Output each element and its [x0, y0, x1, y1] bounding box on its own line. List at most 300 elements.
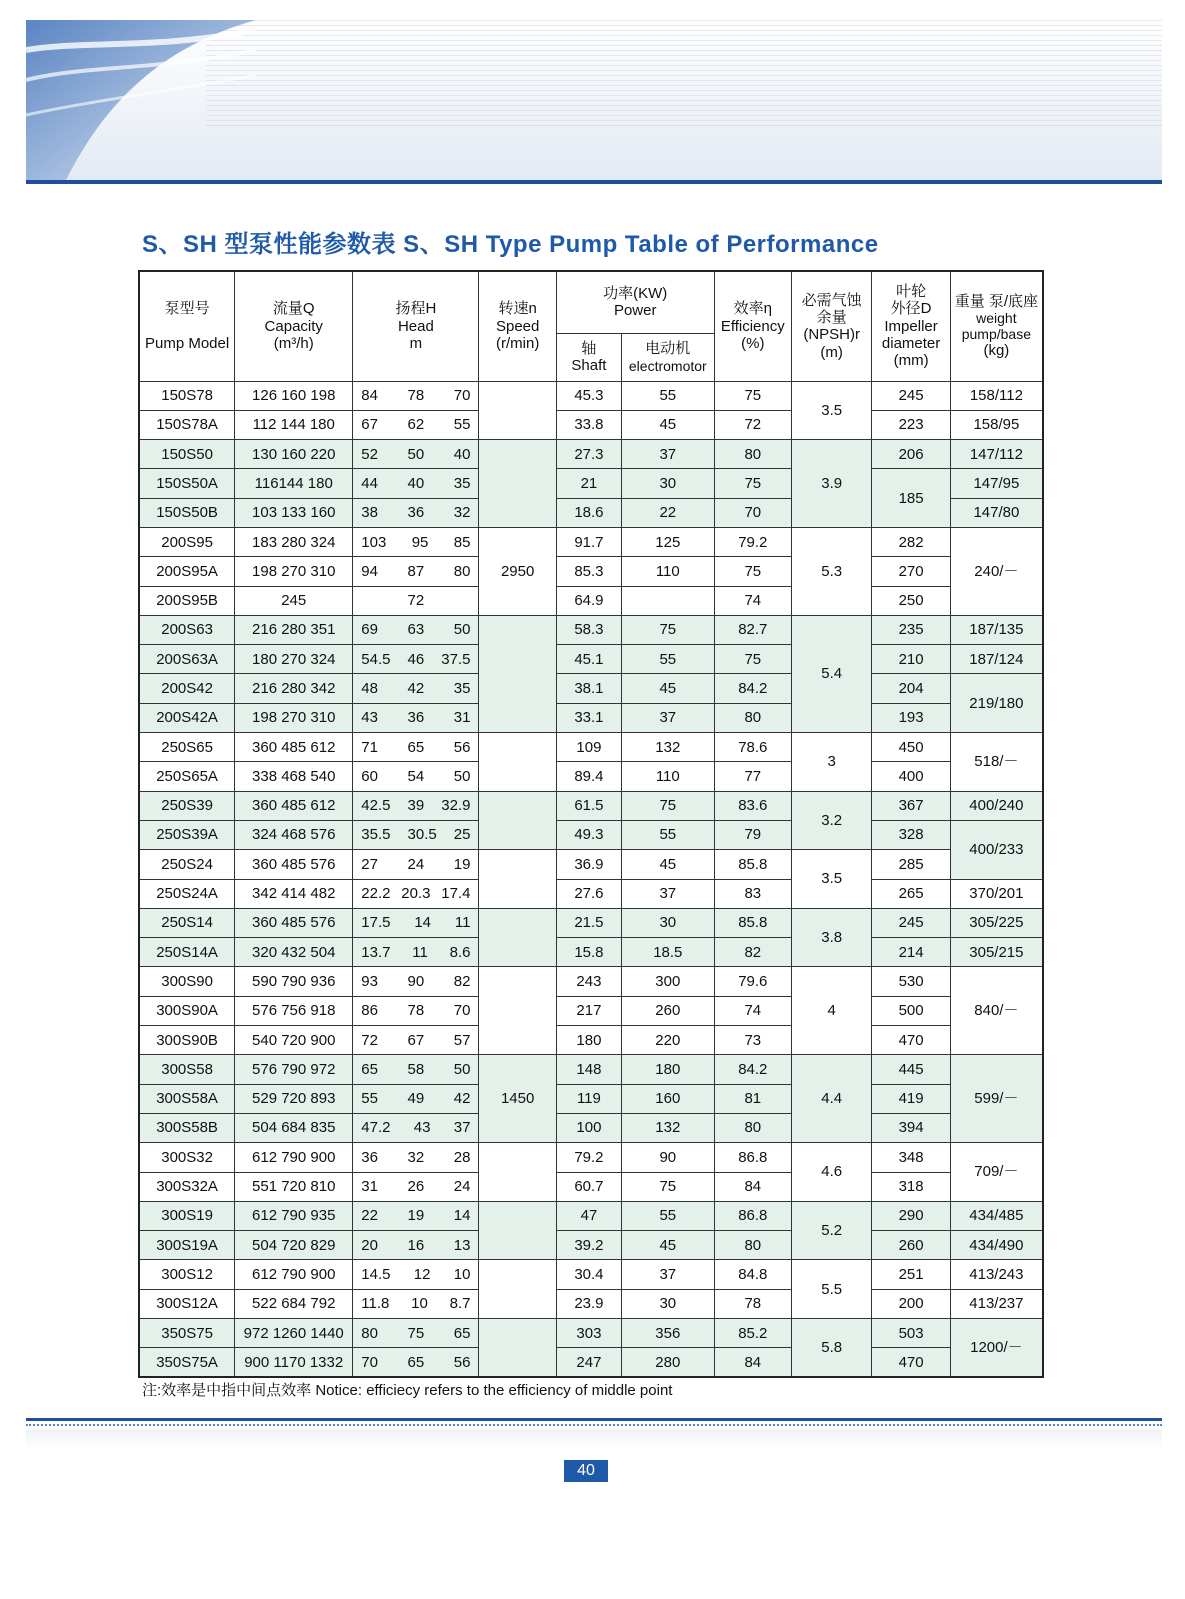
cell-head [353, 1026, 479, 1055]
cell-impeller: 503 [872, 1319, 950, 1348]
cell-motor: 55 [621, 820, 714, 849]
cell-capacity: 116144 180 [235, 469, 353, 498]
cell-weight: 709/－ [950, 1143, 1043, 1202]
cell-motor: 160 [621, 1084, 714, 1113]
cell-motor: 220 [621, 1026, 714, 1055]
cell-head [353, 733, 479, 762]
cell-weight: 187/124 [950, 645, 1043, 674]
table-row [139, 586, 1043, 615]
head-value: 20 [361, 1236, 378, 1254]
cell-efficiency: 84 [714, 1172, 791, 1201]
cell-model: 250S24 [139, 850, 235, 879]
table-row [139, 1348, 1043, 1377]
cell-capacity: 360 485 576 [235, 908, 353, 937]
cell-motor: 110 [621, 557, 714, 586]
cell-capacity: 112 144 180 [235, 410, 353, 439]
cell-capacity: 360 485 612 [235, 733, 353, 762]
cell-motor: 180 [621, 1055, 714, 1084]
cell-head [353, 1113, 479, 1142]
cell-efficiency: 74 [714, 586, 791, 615]
col-model: 泵型号 Pump Model [139, 271, 235, 381]
head-value: 55 [361, 1090, 378, 1108]
head-value: 56 [453, 738, 471, 756]
head-value: 32 [407, 1148, 425, 1166]
head-value: 24 [407, 855, 425, 873]
cell-shaft: 15.8 [556, 938, 621, 967]
head-value: 48 [361, 679, 378, 697]
cell-speed [479, 440, 556, 528]
head-value: 35 [453, 679, 471, 697]
cell-impeller: 235 [872, 615, 950, 644]
head-value: 84 [361, 387, 378, 405]
cell-impeller: 250 [872, 586, 950, 615]
head-value: 69 [361, 621, 378, 639]
head-value: 95 [411, 533, 429, 551]
cell-efficiency: 79.2 [714, 527, 791, 556]
head-value: 35 [453, 474, 471, 492]
cell-efficiency: 72 [714, 410, 791, 439]
cell-efficiency: 82 [714, 938, 791, 967]
head-value: 42 [453, 1090, 471, 1108]
cell-npsh: 5.8 [791, 1319, 871, 1378]
cell-motor: 30 [621, 1289, 714, 1318]
table-row [139, 967, 1043, 996]
cell-speed [479, 1260, 556, 1319]
head-value: 40 [407, 474, 425, 492]
cell-capacity: 324 468 576 [235, 820, 353, 849]
head-value: 87 [407, 562, 425, 580]
head-value: 93 [361, 972, 378, 990]
cell-efficiency: 84.2 [714, 1055, 791, 1084]
cell-shaft: 247 [556, 1348, 621, 1377]
head-value: 17.4 [441, 885, 471, 903]
cell-capacity: 529 720 893 [235, 1084, 353, 1113]
head-value: 54.5 [361, 650, 391, 668]
col-impeller: 叶轮 外径D Impeller diameter (mm) [872, 271, 950, 381]
cell-shaft: 100 [556, 1113, 621, 1142]
cell-shaft: 18.6 [556, 498, 621, 527]
cell-efficiency: 79.6 [714, 967, 791, 996]
cell-capacity: 551 720 810 [235, 1172, 353, 1201]
cell-speed [479, 791, 556, 850]
cell-impeller: 200 [872, 1289, 950, 1318]
cell-model: 300S90B [139, 1026, 235, 1055]
head-value: 78 [407, 387, 425, 405]
cell-capacity: 320 432 504 [235, 938, 353, 967]
head-value: 42 [407, 679, 425, 697]
cell-capacity: 576 756 918 [235, 996, 353, 1025]
cell-efficiency: 85.8 [714, 850, 791, 879]
cell-npsh: 5.3 [791, 527, 871, 615]
cell-shaft: 148 [556, 1055, 621, 1084]
head-value: 50 [453, 621, 471, 639]
table-row [139, 791, 1043, 820]
cell-model: 200S95 [139, 527, 235, 556]
cell-model: 300S19 [139, 1201, 235, 1230]
page-title: S、SH 型泵性能参数表 S、SH Type Pump Table of Performance [142, 231, 879, 258]
cell-motor: 37 [621, 703, 714, 732]
cell-efficiency: 73 [714, 1026, 791, 1055]
cell-impeller: 204 [872, 674, 950, 703]
cell-efficiency: 82.7 [714, 615, 791, 644]
cell-head [353, 791, 479, 820]
cell-speed: 1450 [479, 1055, 556, 1143]
table-row [139, 674, 1043, 703]
cell-capacity: 612 790 900 [235, 1260, 353, 1289]
cell-efficiency: 74 [714, 996, 791, 1025]
cell-head [353, 908, 479, 937]
table-row [139, 908, 1043, 937]
cell-capacity: 198 270 310 [235, 703, 353, 732]
cell-capacity: 180 270 324 [235, 645, 353, 674]
cell-head [353, 469, 479, 498]
cell-motor: 45 [621, 850, 714, 879]
page-number: 40 [564, 1460, 608, 1482]
cell-impeller: 530 [872, 967, 950, 996]
footer-dotted-rule [26, 1424, 1162, 1426]
head-value: 16 [407, 1236, 425, 1254]
cell-speed [479, 1201, 556, 1260]
cell-capacity: 360 485 576 [235, 850, 353, 879]
cell-model: 200S63 [139, 615, 235, 644]
cell-head [353, 615, 479, 644]
table-row [139, 527, 1043, 556]
cell-weight: 400/233 [950, 820, 1043, 879]
cell-shaft: 38.1 [556, 674, 621, 703]
head-value: 31 [453, 709, 471, 727]
cell-speed [479, 615, 556, 732]
col-capacity: 流量Q Capacity (m³/h) [235, 271, 353, 381]
cell-capacity: 342 414 482 [235, 879, 353, 908]
head-value: 30.5 [407, 826, 437, 844]
head-value: 13 [453, 1236, 471, 1254]
cell-motor: 37 [621, 879, 714, 908]
table-row [139, 703, 1043, 732]
cell-weight: 147/95 [950, 469, 1043, 498]
cell-weight: 147/112 [950, 440, 1043, 469]
cell-head [353, 1084, 479, 1113]
cell-shaft: 21.5 [556, 908, 621, 937]
table-row [139, 762, 1043, 791]
table-row [139, 1201, 1043, 1230]
cell-shaft: 109 [556, 733, 621, 762]
cell-head: 72 [353, 586, 479, 615]
cell-npsh: 5.5 [791, 1260, 871, 1319]
head-value: 14.5 [361, 1265, 391, 1283]
cell-impeller: 400 [872, 762, 950, 791]
table-row [139, 410, 1043, 439]
cell-shaft: 60.7 [556, 1172, 621, 1201]
head-value: 8.7 [449, 1295, 471, 1313]
cell-efficiency: 85.8 [714, 908, 791, 937]
cell-impeller: 318 [872, 1172, 950, 1201]
cell-model: 300S90 [139, 967, 235, 996]
cell-head [353, 1143, 479, 1172]
cell-capacity: 900 1170 1332 [235, 1348, 353, 1377]
head-value: 80 [361, 1324, 378, 1342]
head-value: 58 [407, 1060, 425, 1078]
cell-motor: 75 [621, 1172, 714, 1201]
cell-motor: 37 [621, 440, 714, 469]
cell-capacity: 612 790 935 [235, 1201, 353, 1230]
cell-head [353, 674, 479, 703]
cell-head [353, 850, 479, 879]
cell-efficiency: 75 [714, 469, 791, 498]
cell-head [353, 996, 479, 1025]
cell-npsh: 4.4 [791, 1055, 871, 1143]
cell-shaft: 36.9 [556, 850, 621, 879]
col-motor: 电动机 electromotor [621, 333, 714, 381]
cell-capacity: 130 160 220 [235, 440, 353, 469]
head-value: 14 [453, 1207, 471, 1225]
cell-impeller: 245 [872, 381, 950, 410]
head-value: 52 [361, 445, 378, 463]
head-value: 55 [453, 416, 471, 434]
cell-impeller: 285 [872, 850, 950, 879]
cell-efficiency: 77 [714, 762, 791, 791]
cell-model: 300S58B [139, 1113, 235, 1142]
table-row [139, 1172, 1043, 1201]
cell-model: 200S95B [139, 586, 235, 615]
cell-efficiency: 70 [714, 498, 791, 527]
table-row [139, 996, 1043, 1025]
head-value: 94 [361, 562, 378, 580]
table-row [139, 733, 1043, 762]
cell-motor: 110 [621, 762, 714, 791]
cell-capacity: 183 280 324 [235, 527, 353, 556]
cell-head [353, 1231, 479, 1260]
cell-speed [479, 850, 556, 909]
cell-impeller: 419 [872, 1084, 950, 1113]
cell-efficiency: 83 [714, 879, 791, 908]
cell-shaft: 27.3 [556, 440, 621, 469]
cell-impeller: 251 [872, 1260, 950, 1289]
cell-motor: 30 [621, 469, 714, 498]
cell-model: 300S58 [139, 1055, 235, 1084]
col-head: 扬程H Head m [353, 271, 479, 381]
cell-shaft: 303 [556, 1319, 621, 1348]
head-value: 25 [453, 826, 471, 844]
cell-efficiency: 81 [714, 1084, 791, 1113]
head-value: 10 [453, 1265, 471, 1283]
cell-shaft: 243 [556, 967, 621, 996]
cell-model: 150S50 [139, 440, 235, 469]
head-value: 27 [361, 855, 378, 873]
cell-shaft: 33.1 [556, 703, 621, 732]
cell-model: 250S65A [139, 762, 235, 791]
cell-impeller: 282 [872, 527, 950, 556]
cell-head [353, 557, 479, 586]
cell-model: 150S50A [139, 469, 235, 498]
cell-head [353, 967, 479, 996]
cell-model: 250S24A [139, 879, 235, 908]
head-value: 62 [407, 416, 425, 434]
head-value: 11 [454, 914, 471, 932]
head-value: 22.2 [361, 885, 391, 903]
cell-motor: 356 [621, 1319, 714, 1348]
cell-shaft: 33.8 [556, 410, 621, 439]
cell-model: 200S63A [139, 645, 235, 674]
cell-shaft: 21 [556, 469, 621, 498]
cell-model: 200S42A [139, 703, 235, 732]
header-banner [26, 20, 1162, 180]
cell-motor: 18.5 [621, 938, 714, 967]
cell-capacity: 126 160 198 [235, 381, 353, 410]
head-value: 80 [453, 562, 471, 580]
table-row [139, 645, 1043, 674]
cell-shaft: 58.3 [556, 615, 621, 644]
cell-head [353, 1289, 479, 1318]
cell-capacity: 522 684 792 [235, 1289, 353, 1318]
cell-motor: 55 [621, 1201, 714, 1230]
cell-shaft: 45.1 [556, 645, 621, 674]
cell-impeller: 367 [872, 791, 950, 820]
table-row [139, 879, 1043, 908]
header-rule [26, 180, 1162, 184]
cell-impeller: 450 [872, 733, 950, 762]
col-npsh: 必需气蚀 余量 (NPSH)r (m) [791, 271, 871, 381]
head-value: 86 [361, 1002, 378, 1020]
col-power: 功率(KW) Power [556, 271, 714, 333]
cell-head [353, 1201, 479, 1230]
cell-shaft: 79.2 [556, 1143, 621, 1172]
head-value: 24 [453, 1178, 471, 1196]
cell-npsh: 3.8 [791, 908, 871, 967]
cell-head [353, 879, 479, 908]
cell-capacity: 576 790 972 [235, 1055, 353, 1084]
cell-impeller: 206 [872, 440, 950, 469]
head-value: 46 [407, 650, 425, 668]
head-value: 50 [453, 1060, 471, 1078]
cell-efficiency: 80 [714, 440, 791, 469]
cell-model: 300S90A [139, 996, 235, 1025]
cell-weight: 305/215 [950, 938, 1043, 967]
cell-shaft: 47 [556, 1201, 621, 1230]
col-efficiency: 效率η Efficiency (%) [714, 271, 791, 381]
cell-model: 250S39 [139, 791, 235, 820]
cell-model: 300S32A [139, 1172, 235, 1201]
cell-weight: 147/80 [950, 498, 1043, 527]
col-speed: 转速n Speed (r/min) [479, 271, 556, 381]
table-row [139, 1084, 1043, 1113]
cell-model: 200S42 [139, 674, 235, 703]
cell-npsh: 3.5 [791, 850, 871, 909]
head-value: 78 [407, 1002, 425, 1020]
cell-shaft: 119 [556, 1084, 621, 1113]
swirl-graphic [26, 20, 256, 180]
cell-model: 150S78A [139, 410, 235, 439]
cell-model: 150S78 [139, 381, 235, 410]
cell-shaft: 61.5 [556, 791, 621, 820]
cell-weight: 187/135 [950, 615, 1043, 644]
cell-weight: 434/485 [950, 1201, 1043, 1230]
cell-head [353, 1348, 479, 1377]
cell-npsh: 3.9 [791, 440, 871, 528]
head-value: 11 [412, 943, 428, 961]
cell-efficiency: 80 [714, 1113, 791, 1142]
cell-weight: 518/－ [950, 733, 1043, 792]
cell-efficiency: 79 [714, 820, 791, 849]
cell-efficiency: 80 [714, 1231, 791, 1260]
cell-weight: 219/180 [950, 674, 1043, 733]
footer-shade [26, 1430, 1162, 1448]
cell-capacity: 360 485 612 [235, 791, 353, 820]
head-value: 19 [453, 855, 471, 873]
cell-head [353, 1319, 479, 1348]
head-value: 71 [361, 738, 378, 756]
head-value: 36 [361, 1148, 378, 1166]
table-row [139, 850, 1043, 879]
cell-capacity: 590 790 936 [235, 967, 353, 996]
cell-model: 300S32 [139, 1143, 235, 1172]
head-value: 65 [361, 1060, 378, 1078]
cell-impeller: 265 [872, 879, 950, 908]
cell-motor: 90 [621, 1143, 714, 1172]
cell-shaft: 23.9 [556, 1289, 621, 1318]
cell-shaft: 85.3 [556, 557, 621, 586]
table-body [139, 381, 1043, 1377]
table-row [139, 1260, 1043, 1289]
head-value: 75 [407, 1324, 425, 1342]
cell-motor: 55 [621, 381, 714, 410]
cell-motor: 45 [621, 1231, 714, 1260]
cell-capacity: 972 1260 1440 [235, 1319, 353, 1348]
head-value: 54 [407, 767, 425, 785]
cell-shaft: 27.6 [556, 879, 621, 908]
cell-speed [479, 381, 556, 440]
cell-head [353, 938, 479, 967]
cell-motor: 30 [621, 908, 714, 937]
head-value: 37.5 [441, 650, 471, 668]
col-weight: 重量 泵/底座 weight pump/base (kg) [950, 271, 1043, 381]
head-value: 70 [453, 387, 471, 405]
footnote: 注:效率是中指中间点效率 Notice: efficiecy refers to the efficiency of middle point [142, 1382, 673, 1399]
head-value: 60 [361, 767, 378, 785]
head-value: 11.8 [361, 1295, 390, 1313]
head-value: 13.7 [361, 943, 391, 961]
table-row [139, 820, 1043, 849]
head-value: 43 [413, 1119, 431, 1137]
cell-model: 300S12A [139, 1289, 235, 1318]
cell-npsh: 3.5 [791, 381, 871, 440]
cell-efficiency: 86.8 [714, 1201, 791, 1230]
cell-weight: 158/95 [950, 410, 1043, 439]
cell-capacity: 216 280 351 [235, 615, 353, 644]
cell-motor: 132 [621, 733, 714, 762]
cell-motor: 75 [621, 615, 714, 644]
head-value: 28 [453, 1148, 471, 1166]
head-value: 32.9 [441, 797, 471, 815]
table-row [139, 469, 1043, 498]
cell-shaft: 91.7 [556, 527, 621, 556]
cell-head [353, 410, 479, 439]
cell-impeller: 290 [872, 1201, 950, 1230]
head-value: 47.2 [361, 1119, 391, 1137]
head-value: 70 [453, 1002, 471, 1020]
cell-shaft: 217 [556, 996, 621, 1025]
cell-weight: 240/－ [950, 527, 1043, 615]
cell-motor: 280 [621, 1348, 714, 1377]
head-value: 82 [453, 972, 471, 990]
head-value: 10 [411, 1295, 428, 1313]
cell-efficiency: 75 [714, 557, 791, 586]
cell-capacity: 504 720 829 [235, 1231, 353, 1260]
cell-shaft: 45.3 [556, 381, 621, 410]
head-value: 49 [407, 1090, 425, 1108]
table-row [139, 1319, 1043, 1348]
head-value: 8.6 [449, 943, 471, 961]
cell-shaft: 39.2 [556, 1231, 621, 1260]
